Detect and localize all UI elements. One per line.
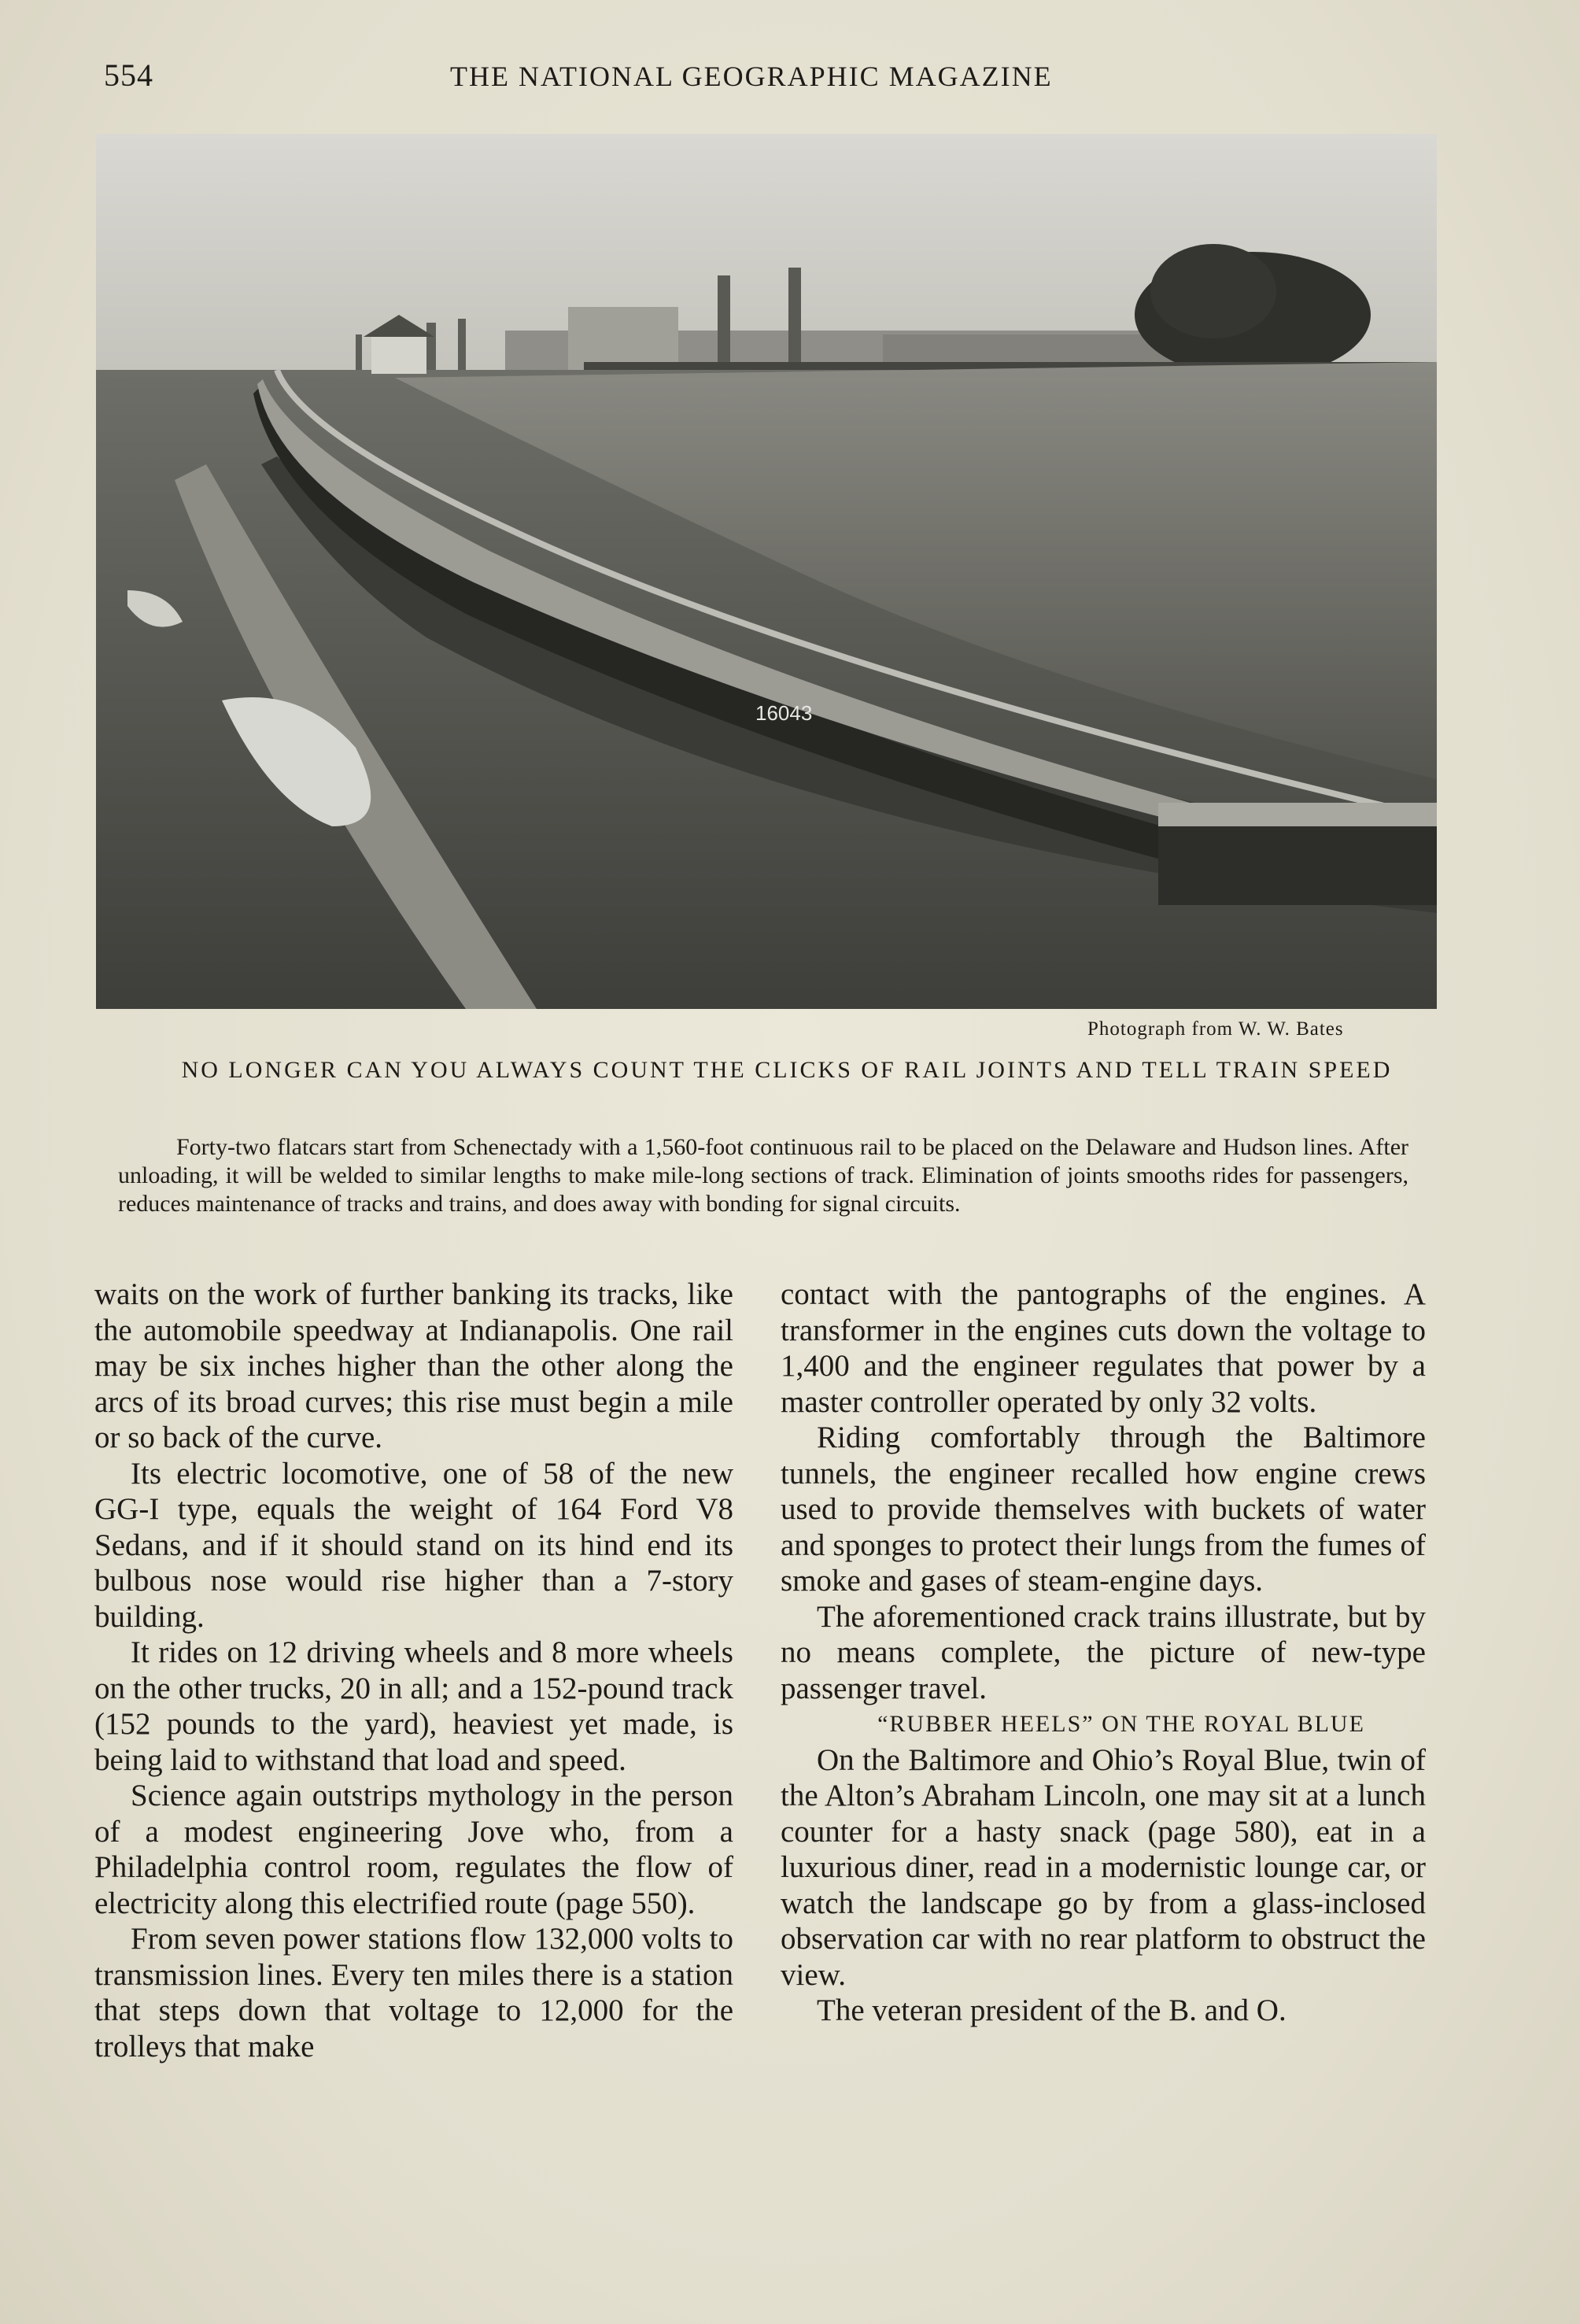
section-subhead: “RUBBER HEELS” ON THE ROYAL BLUE — [877, 1711, 1365, 1737]
running-head: THE NATIONAL GEOGRAPHIC MAGAZINE — [450, 61, 1053, 92]
paragraph: From seven power stations flow 132,000 volts to transmission lines. Every ten miles there is a station that steps down that voltage to 12,000 for the trolleys that make — [94, 1922, 733, 2064]
paragraph: waits on the work of further banking its tracks, like the automobile speedway at Indianapolis. One rail may be six inches higher than the other along the arcs of its broad curves; this rise must begin a mile or so back of the curve. — [94, 1277, 733, 1454]
paragraph: Riding comfortably through the Baltimore tunnels, the engineer recalled how engine crews used to provide themselves with buckets of water and sponges to protect their lungs from the fumes of smoke and gases of steam-engine days. — [781, 1421, 1426, 1598]
flatcar-train-photograph — [96, 134, 1437, 1009]
paragraph: contact with the pantographs of the engines. A transformer in the engines cuts down the voltage to 1,400 and the engineer regulates that power by a master controller operated by only 32 volts. — [781, 1277, 1426, 1419]
paragraph: Science again outstrips mythology in the person of a modest engineering Jove who, from a Philadelphia control room, regulates the flow of electricity along this electrified route (page 550). — [94, 1779, 733, 1920]
page-header — [104, 57, 1442, 104]
left-column — [94, 1277, 733, 2064]
caption-text: Forty-two flatcars start from Schenectady with a 1,560-foot continuous rail to be placed on the Delaware and Hudson lines. After unloading, it will be welded to similar lengths to make mile-long sections of track. Elimination of joints smooths rides for passengers, reduces maintenance of tracks and trains, and does away with bonding for signal circuits. — [118, 1134, 1408, 1217]
paragraph: The aforementioned crack trains illustrate, but by no means complete, the picture of new-type passenger travel. — [781, 1599, 1426, 1705]
paragraph: It rides on 12 driving wheels and 8 more wheels on the other trucks, 20 in all; and a 152-pound track (152 pounds to the yard), heaviest yet made, is being laid to withstand that load and speed. — [94, 1635, 733, 1777]
car-number: 16043 — [755, 701, 813, 725]
caption-title: NO LONGER CAN YOU ALWAYS COUNT THE CLICKS OF RAIL JOINTS AND TELL TRAIN SPEED — [181, 1057, 1393, 1083]
paragraph: On the Baltimore and Ohio’s Royal Blue, twin of the Alton’s Abraham Lincoln, one may sit at a lunch counter for a hasty snack (page 580), eat in a luxurious diner, read in a modernistic lounge car, or watch the landscape go by from a glass-inclosed observation car with no rear platform to obstruct the view. — [781, 1742, 1426, 1992]
photo-credit: Photograph from W. W. Bates — [1087, 1018, 1344, 1040]
paragraph: The veteran president of the B. and O. — [817, 1993, 1287, 2027]
paragraph: Its electric locomotive, one of 58 of the new GG-I type, equals the weight of 164 Ford V8 Sedans, and if it should stand on its hind end its bulbous nose would rise higher than a 7-story building. — [94, 1456, 733, 1634]
right-column — [781, 1277, 1426, 2029]
page-number: 554 — [104, 57, 153, 93]
